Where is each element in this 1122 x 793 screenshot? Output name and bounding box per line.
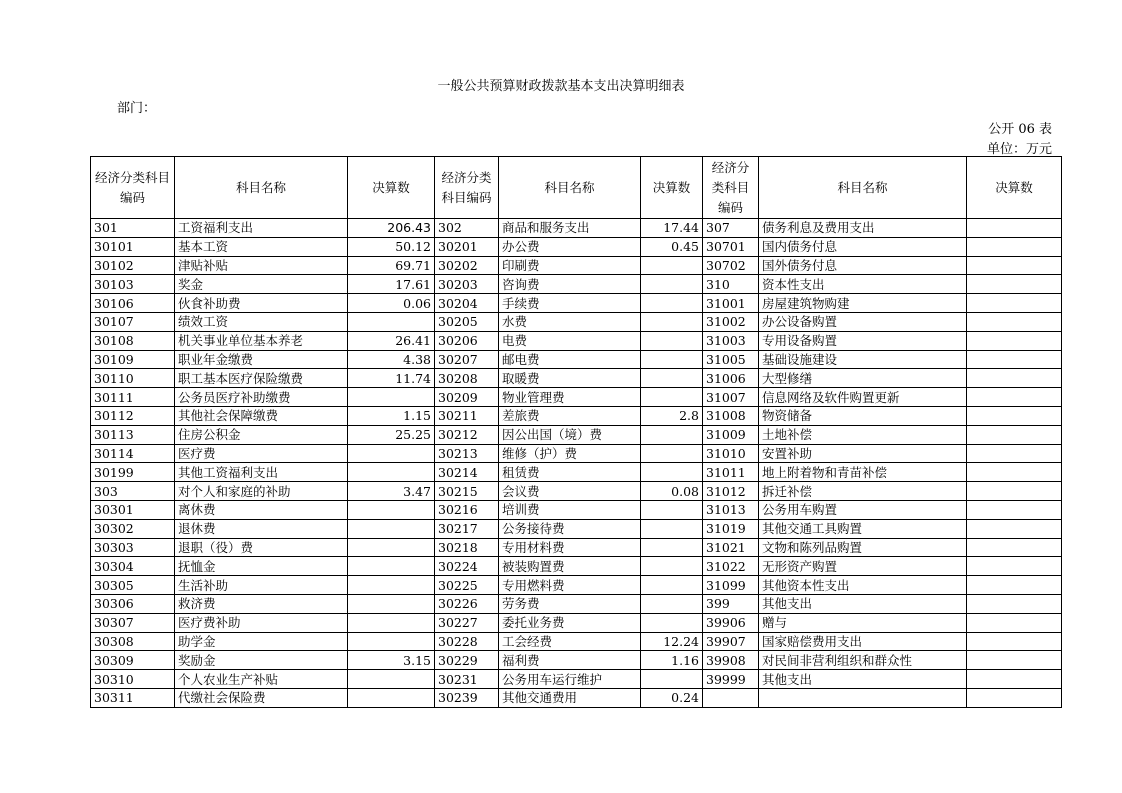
code-cell: 30110 — [91, 369, 175, 388]
name-cell: 其他支出 — [759, 594, 967, 613]
code-cell: 30207 — [435, 350, 499, 369]
code-cell: 39906 — [703, 613, 759, 632]
code-cell: 30215 — [435, 482, 499, 501]
name-cell: 职业年金缴费 — [175, 350, 348, 369]
name-cell: 差旅费 — [499, 406, 641, 425]
amount-cell — [967, 576, 1062, 595]
code-cell: 31006 — [703, 369, 759, 388]
amount-cell: 0.45 — [641, 237, 703, 256]
code-cell: 31001 — [703, 294, 759, 313]
amount-cell — [348, 688, 435, 707]
name-cell: 委托业务费 — [499, 613, 641, 632]
name-cell: 被装购置费 — [499, 557, 641, 576]
amount-cell: 50.12 — [348, 237, 435, 256]
amount-cell: 0.08 — [641, 482, 703, 501]
code-cell: 30114 — [91, 444, 175, 463]
code-cell: 30702 — [703, 256, 759, 275]
name-cell: 大型修缮 — [759, 369, 967, 388]
code-cell: 30239 — [435, 688, 499, 707]
amount-cell — [641, 670, 703, 689]
table-row — [91, 275, 1062, 294]
header-name: 科目名称 — [175, 157, 348, 219]
name-cell: 邮电费 — [499, 350, 641, 369]
name-cell: 津贴补贴 — [175, 256, 348, 275]
code-cell: 31010 — [703, 444, 759, 463]
code-cell: 39908 — [703, 651, 759, 670]
code-cell: 30225 — [435, 576, 499, 595]
name-cell: 维修（护）费 — [499, 444, 641, 463]
amount-cell — [641, 369, 703, 388]
amount-cell — [967, 613, 1062, 632]
amount-cell — [348, 670, 435, 689]
amount-cell — [641, 463, 703, 482]
amount-cell — [967, 275, 1062, 294]
amount-cell — [348, 444, 435, 463]
amount-cell — [967, 444, 1062, 463]
amount-cell — [348, 557, 435, 576]
code-cell: 30214 — [435, 463, 499, 482]
amount-cell — [967, 425, 1062, 444]
name-cell: 拆迁补偿 — [759, 482, 967, 501]
name-cell: 抚恤金 — [175, 557, 348, 576]
name-cell: 劳务费 — [499, 594, 641, 613]
code-cell: 307 — [703, 219, 759, 238]
name-cell: 公务用车运行维护 — [499, 670, 641, 689]
table-row — [91, 500, 1062, 519]
code-cell: 30224 — [435, 557, 499, 576]
name-cell: 其他工资福利支出 — [175, 463, 348, 482]
name-cell: 福利费 — [499, 651, 641, 670]
name-cell: 其他支出 — [759, 670, 967, 689]
table-row — [91, 463, 1062, 482]
amount-cell: 11.74 — [348, 369, 435, 388]
table-row — [91, 688, 1062, 707]
code-cell: 301 — [91, 219, 175, 238]
amount-cell — [967, 331, 1062, 350]
amount-cell — [967, 594, 1062, 613]
name-cell: 商品和服务支出 — [499, 219, 641, 238]
amount-cell — [348, 500, 435, 519]
code-cell: 31002 — [703, 312, 759, 331]
code-cell: 30306 — [91, 594, 175, 613]
name-cell: 无形资产购置 — [759, 557, 967, 576]
code-cell: 30113 — [91, 425, 175, 444]
table-row — [91, 331, 1062, 350]
amount-cell — [348, 576, 435, 595]
amount-cell — [967, 519, 1062, 538]
name-cell: 住房公积金 — [175, 425, 348, 444]
name-cell: 租赁费 — [499, 463, 641, 482]
header-amount: 决算数 — [641, 157, 703, 219]
name-cell: 退职（役）费 — [175, 538, 348, 557]
table-row — [91, 369, 1062, 388]
table-row — [91, 294, 1062, 313]
code-cell: 30304 — [91, 557, 175, 576]
table-row — [91, 256, 1062, 275]
name-cell: 信息网络及软件购置更新 — [759, 388, 967, 407]
name-cell: 医疗费 — [175, 444, 348, 463]
code-cell: 30211 — [435, 406, 499, 425]
amount-cell — [967, 632, 1062, 651]
header-name: 科目名称 — [499, 157, 641, 219]
amount-cell: 3.47 — [348, 482, 435, 501]
name-cell: 其他资本性支出 — [759, 576, 967, 595]
table-body — [91, 219, 1062, 708]
table-row — [91, 557, 1062, 576]
name-cell: 绩效工资 — [175, 312, 348, 331]
code-cell: 30229 — [435, 651, 499, 670]
code-cell — [703, 688, 759, 707]
name-cell: 助学金 — [175, 632, 348, 651]
amount-cell — [641, 519, 703, 538]
amount-cell — [641, 444, 703, 463]
code-cell: 30226 — [435, 594, 499, 613]
amount-cell: 3.15 — [348, 651, 435, 670]
code-cell: 31013 — [703, 500, 759, 519]
amount-cell — [967, 312, 1062, 331]
code-cell: 310 — [703, 275, 759, 294]
name-cell: 培训费 — [499, 500, 641, 519]
amount-cell: 17.44 — [641, 219, 703, 238]
table-row — [91, 538, 1062, 557]
table-row — [91, 651, 1062, 670]
name-cell: 因公出国（境）费 — [499, 425, 641, 444]
amount-cell: 0.06 — [348, 294, 435, 313]
header-code: 经济分类科目编码 — [703, 157, 759, 219]
name-cell: 对个人和家庭的补助 — [175, 482, 348, 501]
amount-cell — [348, 632, 435, 651]
amount-cell — [641, 350, 703, 369]
amount-cell: 0.24 — [641, 688, 703, 707]
header-amount: 决算数 — [348, 157, 435, 219]
code-cell: 30307 — [91, 613, 175, 632]
table-row — [91, 576, 1062, 595]
name-cell: 国外债务付息 — [759, 256, 967, 275]
table-row — [91, 444, 1062, 463]
name-cell: 机关事业单位基本养老 — [175, 331, 348, 350]
name-cell: 专用设备购置 — [759, 331, 967, 350]
table-row — [91, 482, 1062, 501]
name-cell: 办公费 — [499, 237, 641, 256]
code-cell: 31019 — [703, 519, 759, 538]
name-cell: 基础设施建设 — [759, 350, 967, 369]
name-cell: 手续费 — [499, 294, 641, 313]
name-cell: 奖金 — [175, 275, 348, 294]
code-cell: 30303 — [91, 538, 175, 557]
code-cell: 31011 — [703, 463, 759, 482]
amount-cell — [641, 538, 703, 557]
table-row — [91, 219, 1062, 238]
table-row — [91, 670, 1062, 689]
amount-cell — [967, 294, 1062, 313]
code-cell: 39999 — [703, 670, 759, 689]
amount-cell — [348, 463, 435, 482]
name-cell: 文物和陈列品购置 — [759, 538, 967, 557]
amount-cell — [967, 237, 1062, 256]
name-cell: 救济费 — [175, 594, 348, 613]
code-cell: 30305 — [91, 576, 175, 595]
amount-cell — [967, 482, 1062, 501]
code-cell: 30205 — [435, 312, 499, 331]
code-cell: 30308 — [91, 632, 175, 651]
name-cell: 物资储备 — [759, 406, 967, 425]
code-cell: 30216 — [435, 500, 499, 519]
department-label: 部门： — [117, 101, 157, 116]
header-code: 经济分类科目编码 — [91, 157, 175, 219]
amount-cell — [641, 294, 703, 313]
header-row — [91, 157, 1062, 219]
name-cell: 其他交通费用 — [499, 688, 641, 707]
code-cell: 30213 — [435, 444, 499, 463]
name-cell: 医疗费补助 — [175, 613, 348, 632]
amount-cell — [641, 275, 703, 294]
table-row — [91, 312, 1062, 331]
code-cell: 30102 — [91, 256, 175, 275]
amount-cell — [641, 312, 703, 331]
table-row — [91, 594, 1062, 613]
amount-cell — [348, 519, 435, 538]
name-cell: 职工基本医疗保险缴费 — [175, 369, 348, 388]
code-cell: 30206 — [435, 331, 499, 350]
code-cell: 30107 — [91, 312, 175, 331]
amount-cell: 4.38 — [348, 350, 435, 369]
amount-cell — [348, 594, 435, 613]
amount-cell — [967, 670, 1062, 689]
amount-cell — [348, 538, 435, 557]
amount-cell: 2.8 — [641, 406, 703, 425]
name-cell: 基本工资 — [175, 237, 348, 256]
amount-cell: 26.41 — [348, 331, 435, 350]
name-cell: 退休费 — [175, 519, 348, 538]
code-cell: 302 — [435, 219, 499, 238]
code-cell: 30311 — [91, 688, 175, 707]
name-cell: 生活补助 — [175, 576, 348, 595]
code-cell: 30231 — [435, 670, 499, 689]
amount-cell: 69.71 — [348, 256, 435, 275]
amount-cell — [348, 388, 435, 407]
amount-cell — [967, 406, 1062, 425]
amount-cell — [967, 538, 1062, 557]
name-cell: 办公设备购置 — [759, 312, 967, 331]
amount-cell — [348, 312, 435, 331]
code-cell: 30209 — [435, 388, 499, 407]
name-cell: 公务用车购置 — [759, 500, 967, 519]
name-cell: 对民间非营利组织和群众性 — [759, 651, 967, 670]
amount-cell — [967, 500, 1062, 519]
name-cell: 代缴社会保险费 — [175, 688, 348, 707]
table-row — [91, 519, 1062, 538]
code-cell: 31007 — [703, 388, 759, 407]
code-cell: 31003 — [703, 331, 759, 350]
table-row — [91, 388, 1062, 407]
code-cell: 30309 — [91, 651, 175, 670]
amount-cell — [967, 219, 1062, 238]
name-cell: 伙食补助费 — [175, 294, 348, 313]
table-row — [91, 237, 1062, 256]
name-cell: 其他社会保障缴费 — [175, 406, 348, 425]
amount-cell — [348, 613, 435, 632]
code-cell: 31099 — [703, 576, 759, 595]
name-cell: 电费 — [499, 331, 641, 350]
expenditure-table — [90, 156, 1062, 708]
code-cell: 31022 — [703, 557, 759, 576]
table-row — [91, 632, 1062, 651]
amount-cell: 17.61 — [348, 275, 435, 294]
code-cell: 303 — [91, 482, 175, 501]
name-cell: 债务利息及费用支出 — [759, 219, 967, 238]
name-cell: 工会经费 — [499, 632, 641, 651]
amount-cell — [641, 576, 703, 595]
amount-cell: 1.16 — [641, 651, 703, 670]
amount-cell — [967, 651, 1062, 670]
amount-cell: 206.43 — [348, 219, 435, 238]
code-cell: 30201 — [435, 237, 499, 256]
name-cell: 国家赔偿费用支出 — [759, 632, 967, 651]
amount-cell — [641, 594, 703, 613]
amount-cell — [967, 557, 1062, 576]
unit-label: 单位：万元 — [986, 142, 1052, 157]
header-code: 经济分类科目编码 — [435, 157, 499, 219]
name-cell: 印刷费 — [499, 256, 641, 275]
amount-cell — [641, 425, 703, 444]
amount-cell — [967, 688, 1062, 707]
name-cell: 取暖费 — [499, 369, 641, 388]
name-cell: 水费 — [499, 312, 641, 331]
code-cell: 30202 — [435, 256, 499, 275]
table-row — [91, 350, 1062, 369]
code-cell: 30208 — [435, 369, 499, 388]
amount-cell — [641, 500, 703, 519]
code-cell: 30218 — [435, 538, 499, 557]
code-cell: 30106 — [91, 294, 175, 313]
code-cell: 30310 — [91, 670, 175, 689]
name-cell: 专用材料费 — [499, 538, 641, 557]
amount-cell — [967, 388, 1062, 407]
code-cell: 30228 — [435, 632, 499, 651]
code-cell: 30101 — [91, 237, 175, 256]
code-cell: 399 — [703, 594, 759, 613]
name-cell: 工资福利支出 — [175, 219, 348, 238]
name-cell: 其他交通工具购置 — [759, 519, 967, 538]
name-cell: 会议费 — [499, 482, 641, 501]
name-cell: 咨询费 — [499, 275, 641, 294]
name-cell: 奖励金 — [175, 651, 348, 670]
name-cell: 资本性支出 — [759, 275, 967, 294]
amount-cell: 1.15 — [348, 406, 435, 425]
amount-cell — [967, 463, 1062, 482]
code-cell: 30227 — [435, 613, 499, 632]
code-cell: 31008 — [703, 406, 759, 425]
amount-cell — [641, 331, 703, 350]
code-cell: 30108 — [91, 331, 175, 350]
amount-cell — [641, 557, 703, 576]
amount-cell — [967, 369, 1062, 388]
name-cell: 公务接待费 — [499, 519, 641, 538]
name-cell: 专用燃料费 — [499, 576, 641, 595]
amount-cell — [967, 350, 1062, 369]
table-row — [91, 425, 1062, 444]
code-cell: 30199 — [91, 463, 175, 482]
code-cell: 30109 — [91, 350, 175, 369]
code-cell: 30212 — [435, 425, 499, 444]
header-amount: 决算数 — [967, 157, 1062, 219]
code-cell: 31005 — [703, 350, 759, 369]
amount-cell: 12.24 — [641, 632, 703, 651]
code-cell: 31012 — [703, 482, 759, 501]
code-cell: 30103 — [91, 275, 175, 294]
name-cell: 土地补偿 — [759, 425, 967, 444]
name-cell: 国内债务付息 — [759, 237, 967, 256]
name-cell: 个人农业生产补贴 — [175, 670, 348, 689]
code-cell: 30203 — [435, 275, 499, 294]
name-cell: 离休费 — [175, 500, 348, 519]
amount-cell: 25.25 — [348, 425, 435, 444]
code-cell: 30217 — [435, 519, 499, 538]
code-cell: 31021 — [703, 538, 759, 557]
code-cell: 30111 — [91, 388, 175, 407]
name-cell: 地上附着物和青苗补偿 — [759, 463, 967, 482]
name-cell: 房屋建筑物购建 — [759, 294, 967, 313]
name-cell: 赠与 — [759, 613, 967, 632]
header-name: 科目名称 — [759, 157, 967, 219]
code-cell: 30301 — [91, 500, 175, 519]
name-cell: 物业管理费 — [499, 388, 641, 407]
table-row — [91, 613, 1062, 632]
code-cell: 30204 — [435, 294, 499, 313]
name-cell — [759, 688, 967, 707]
code-cell: 39907 — [703, 632, 759, 651]
amount-cell — [641, 613, 703, 632]
table-code: 公开 06 表 — [988, 122, 1052, 137]
code-cell: 30701 — [703, 237, 759, 256]
name-cell: 公务员医疗补助缴费 — [175, 388, 348, 407]
table-row — [91, 406, 1062, 425]
amount-cell — [641, 256, 703, 275]
amount-cell — [641, 388, 703, 407]
name-cell: 安置补助 — [759, 444, 967, 463]
code-cell: 30112 — [91, 406, 175, 425]
amount-cell — [967, 256, 1062, 275]
code-cell: 31009 — [703, 425, 759, 444]
page-title: 一般公共预算财政拨款基本支出决算明细表 — [437, 79, 685, 94]
code-cell: 30302 — [91, 519, 175, 538]
